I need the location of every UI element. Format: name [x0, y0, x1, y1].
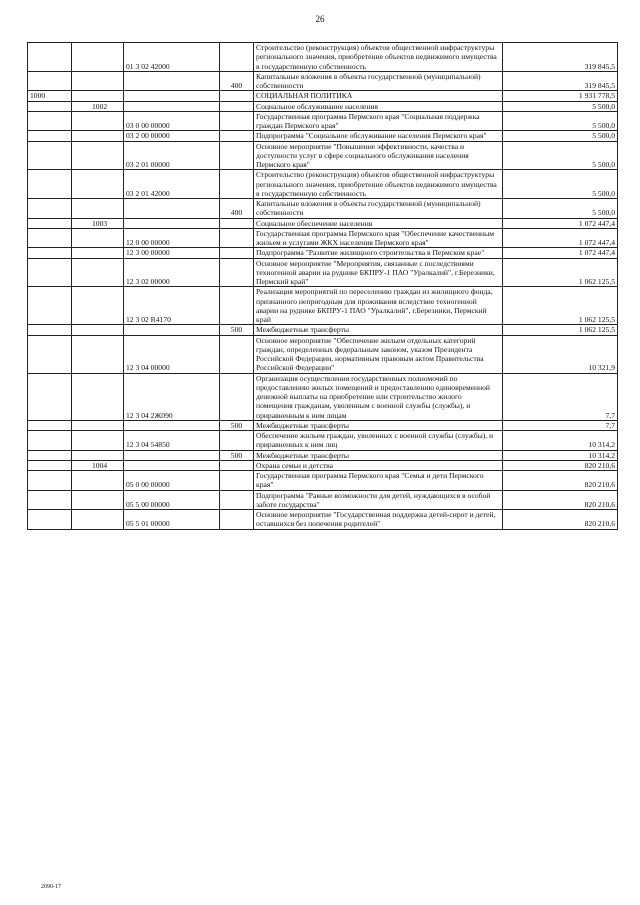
subsection-code-text	[74, 131, 92, 140]
amount-text: 820 210,6	[584, 499, 615, 509]
section-code-cell	[28, 325, 72, 335]
subsection-code-text	[74, 62, 92, 71]
item-name-cell	[254, 490, 503, 510]
expense-type-cell	[220, 471, 254, 491]
subsection-code-text	[74, 277, 92, 286]
subsection-code-text: 1004	[92, 460, 108, 470]
target-article-cell	[124, 335, 220, 373]
subsection-code-cell	[72, 141, 124, 170]
subsection-code-cell	[72, 510, 124, 530]
subsection-code-text	[74, 411, 92, 420]
target-article-cell	[124, 111, 220, 131]
subsection-code-text: 1002	[92, 101, 108, 111]
expense-type-cell	[220, 111, 254, 131]
subsection-code-cell	[72, 91, 124, 101]
expense-type-cell	[220, 450, 254, 460]
item-name-cell	[254, 335, 503, 373]
expense-type-cell	[220, 141, 254, 170]
item-name-cell	[254, 248, 503, 258]
item-name-text: Подпрограмма "Равные возможности для детей, нуждающихся в особой заботе государства"	[256, 490, 491, 509]
amount-text: 319 845,5	[584, 61, 615, 71]
amount-cell	[503, 218, 618, 228]
item-name-cell	[254, 228, 503, 248]
table-row	[28, 131, 618, 141]
subsection-code-text	[74, 160, 92, 169]
target-article-text: 03 2 00 00000	[126, 131, 170, 141]
amount-text: 10 321,9	[588, 363, 615, 373]
subsection-code-cell	[72, 335, 124, 373]
item-name-cell	[254, 510, 503, 530]
item-name-text: Основное мероприятие "Мероприятия, связанные с последствиями техногенной аварии на руднике БКПРУ-1 ПАО "Уралкалий", г.Березники, Пермский край"	[256, 258, 495, 286]
item-name-cell	[254, 199, 503, 219]
subsection-code-text	[74, 315, 92, 324]
item-name-text: Основное мероприятие "Государственная поддержка детей-сирот и детей, оставшихся без попечения родителей"	[256, 510, 496, 529]
subsection-code-cell	[72, 471, 124, 491]
amount-text: 820 210,6	[584, 480, 615, 490]
amount-cell	[503, 91, 618, 101]
item-name-text: Обеспечение жильем граждан, уволенных с военной службы (службы), и приравненных к ним лиц	[256, 431, 494, 450]
target-article-cell	[124, 431, 220, 451]
amount-cell	[503, 111, 618, 131]
amount-cell	[503, 228, 618, 248]
amount-cell	[503, 420, 618, 430]
item-name-text: Социальное обслуживание населения	[256, 101, 379, 111]
amount-cell	[503, 287, 618, 325]
subsection-code-text	[74, 363, 92, 372]
expense-type-cell	[220, 431, 254, 451]
subsection-code-cell	[72, 111, 124, 131]
item-name-cell	[254, 471, 503, 491]
expense-type-cell	[220, 420, 254, 430]
target-article-cell	[124, 460, 220, 470]
target-article-cell	[124, 91, 220, 101]
expense-type-text: 500	[230, 325, 243, 335]
target-article-text: 12 3 04 00000	[126, 363, 170, 373]
table-row	[28, 101, 618, 111]
item-name-cell	[254, 258, 503, 287]
section-code-cell	[28, 471, 72, 491]
target-article-text: 12 3 04 2Ж090	[126, 410, 173, 420]
section-code-cell	[28, 228, 72, 248]
subsection-code-text	[74, 519, 92, 528]
section-code-cell	[28, 258, 72, 287]
expense-type-cell	[220, 325, 254, 335]
section-code-cell	[28, 199, 72, 219]
subsection-code-text	[74, 121, 92, 130]
target-article-cell	[124, 228, 220, 248]
item-name-cell	[254, 170, 503, 199]
section-code-cell	[28, 460, 72, 470]
table-row	[28, 490, 618, 510]
subsection-code-cell	[72, 199, 124, 219]
footer-document-code: 2090-17	[41, 884, 61, 890]
target-article-text: 03 2 01 42000	[126, 188, 170, 198]
amount-text: 5 500,0	[592, 101, 615, 111]
section-code-cell	[28, 101, 72, 111]
budget-table-body	[28, 43, 618, 530]
expense-type-cell	[220, 91, 254, 101]
amount-cell	[503, 431, 618, 451]
expense-type-text: 500	[230, 420, 243, 430]
target-article-cell	[124, 471, 220, 491]
subsection-code-text	[74, 325, 92, 334]
expense-type-cell	[220, 199, 254, 219]
item-name-cell	[254, 111, 503, 131]
item-name-cell	[254, 460, 503, 470]
item-name-text: Организация осуществления государственных полномочий по предоставлению жилых помещений и предоставлению единовременной денежной выплаты на приобретение или строительство жилого помещения гражданам, уволенным с военной службы (службы), и приравненным к ним лицам	[256, 373, 490, 420]
table-row	[28, 431, 618, 451]
target-article-cell	[124, 199, 220, 219]
amount-text: 7,7	[605, 410, 615, 420]
item-name-cell	[254, 131, 503, 141]
subsection-code-cell	[72, 373, 124, 420]
subsection-code-cell	[72, 420, 124, 430]
table-row	[28, 141, 618, 170]
target-article-cell	[124, 490, 220, 510]
target-article-cell	[124, 420, 220, 430]
amount-cell	[503, 170, 618, 199]
table-row	[28, 111, 618, 131]
expense-type-cell	[220, 258, 254, 287]
target-article-text: 12 3 02 R4170	[126, 315, 171, 324]
amount-text: 5 500,0	[592, 160, 615, 169]
section-code-cell	[28, 141, 72, 170]
amount-text: 1 072 447,4	[578, 238, 615, 247]
amount-cell	[503, 131, 618, 141]
amount-text: 5 500,0	[592, 131, 615, 141]
target-article-text: 03 0 00 00000	[126, 121, 170, 130]
item-name-text: Строительство (реконструкция) объектов общественной инфраструктуры регионального значения, приобретение объектов недвижимого имущества в государственную собственность	[256, 170, 497, 198]
expense-type-cell	[220, 287, 254, 325]
table-row	[28, 510, 618, 530]
item-name-text: Реализация мероприятий по переселению граждан из жилищного фонда, признанного непригодным для проживания вследствие техногенной аварии на руднике БКПРУ-1 ПАО "Уралкалий", г.Березники, Пермский край	[256, 287, 493, 324]
target-article-cell	[124, 510, 220, 530]
item-name-text: Социальное обеспечение населения	[256, 218, 373, 228]
item-name-cell	[254, 218, 503, 228]
item-name-cell	[254, 450, 503, 460]
target-article-text: 12 0 00 00000	[126, 238, 170, 247]
item-name-text: Государственная программа Пермского края "Семья и дети Пермского края"	[256, 471, 484, 490]
expense-type-cell	[220, 335, 254, 373]
item-name-text: Государственная программа Пермского края "Социальная поддержка граждан Пермского края"	[256, 111, 480, 130]
expense-type-cell	[220, 218, 254, 228]
amount-text: 1 062 125,5	[578, 277, 615, 286]
item-name-cell	[254, 141, 503, 170]
expense-type-text: 400	[230, 208, 243, 218]
subsection-code-cell	[72, 71, 124, 91]
table-row	[28, 228, 618, 248]
subsection-code-text	[74, 238, 92, 247]
section-code-cell	[28, 218, 72, 228]
subsection-code-cell	[72, 131, 124, 141]
amount-text: 319 845,5	[584, 81, 615, 90]
amount-cell	[503, 101, 618, 111]
expense-type-cell	[220, 43, 254, 72]
subsection-code-cell	[72, 43, 124, 72]
section-code-cell	[28, 510, 72, 530]
item-name-text: Основное мероприятие "Обеспечение жильем отдельных категорий граждан, определенных федеральным законом, указом Президента Российской Федерации, нормативным правовым актом Правительства Российской Федерации"	[256, 335, 484, 373]
item-name-cell	[254, 420, 503, 430]
expense-type-cell	[220, 71, 254, 91]
target-article-cell	[124, 141, 220, 170]
amount-text: 10 314,2	[588, 440, 615, 450]
amount-text: 820 210,6	[584, 519, 615, 529]
expense-type-cell	[220, 248, 254, 258]
amount-text: 10 314,2	[588, 450, 615, 460]
amount-text: 5 500,0	[592, 188, 615, 198]
target-article-cell	[124, 218, 220, 228]
amount-text: 1 072 447,4	[578, 218, 615, 228]
table-row	[28, 199, 618, 219]
section-code-cell	[28, 131, 72, 141]
table-row	[28, 248, 618, 258]
section-code-cell	[28, 335, 72, 373]
amount-cell	[503, 248, 618, 258]
target-article-text: 05 0 00 00000	[126, 480, 170, 490]
subsection-code-cell	[72, 325, 124, 335]
target-article-cell	[124, 43, 220, 72]
target-article-cell	[124, 71, 220, 91]
target-article-cell	[124, 450, 220, 460]
table-row	[28, 170, 618, 199]
expense-type-text: 400	[230, 81, 243, 90]
subsection-code-text	[74, 91, 92, 100]
section-code-cell	[28, 490, 72, 510]
table-row	[28, 325, 618, 335]
subsection-code-cell	[72, 450, 124, 460]
amount-cell	[503, 510, 618, 530]
target-article-cell	[124, 101, 220, 111]
item-name-cell	[254, 43, 503, 72]
item-name-text: СОЦИАЛЬНАЯ ПОЛИТИКА	[256, 91, 353, 101]
subsection-code-text	[74, 421, 92, 430]
budget-table	[27, 42, 618, 530]
target-article-cell	[124, 131, 220, 141]
section-code-cell	[28, 450, 72, 460]
subsection-code-cell	[72, 228, 124, 248]
table-row	[28, 335, 618, 373]
table-row	[28, 218, 618, 228]
expense-type-text: 500	[230, 450, 243, 460]
subsection-code-cell	[72, 490, 124, 510]
amount-cell	[503, 71, 618, 91]
subsection-code-cell	[72, 460, 124, 470]
section-code-cell	[28, 248, 72, 258]
subsection-code-text	[74, 81, 92, 90]
target-article-cell	[124, 170, 220, 199]
expense-type-cell	[220, 228, 254, 248]
expense-type-cell	[220, 131, 254, 141]
expense-type-cell	[220, 373, 254, 420]
item-name-text: Охрана семьи и детства	[256, 460, 333, 470]
amount-cell	[503, 258, 618, 287]
table-row	[28, 460, 618, 470]
amount-text: 1 931 778,5	[578, 91, 615, 101]
amount-cell	[503, 471, 618, 491]
section-code-cell	[28, 111, 72, 131]
table-row	[28, 373, 618, 420]
table-row	[28, 258, 618, 287]
item-name-text: Подпрограмма "Развитие жилищного строительства в Пермском крае"	[256, 248, 485, 258]
expense-type-cell	[220, 101, 254, 111]
table-row	[28, 471, 618, 491]
subsection-code-cell	[72, 258, 124, 287]
amount-text: 1 062 125,5	[578, 325, 615, 335]
target-article-cell	[124, 287, 220, 325]
amount-cell	[503, 460, 618, 470]
subsection-code-cell	[72, 431, 124, 451]
amount-cell	[503, 43, 618, 72]
subsection-code-text	[74, 451, 92, 460]
subsection-code-cell	[72, 218, 124, 228]
amount-cell	[503, 373, 618, 420]
amount-cell	[503, 141, 618, 170]
section-code-cell	[28, 170, 72, 199]
section-code-cell	[28, 287, 72, 325]
subsection-code-text	[74, 248, 92, 257]
target-article-text: 05 5 01 00000	[126, 519, 170, 529]
table-row	[28, 450, 618, 460]
table-row	[28, 287, 618, 325]
amount-cell	[503, 490, 618, 510]
subsection-code-text: 1003	[92, 218, 108, 228]
item-name-text: Основное мероприятие "Повышение эффективности, качества и доступности услуг в сфере социального обслуживания населения Пермского края"	[256, 141, 469, 169]
section-code-cell	[28, 43, 72, 72]
item-name-cell	[254, 325, 503, 335]
item-name-text: Государственная программа Пермского края "Обеспечение качественным жильем и услугами ЖКХ населения Пермского края"	[256, 228, 495, 247]
expense-type-cell	[220, 510, 254, 530]
item-name-text: Строительство (реконструкция) объектов общественной инфраструктуры регионального значения, приобретение объектов недвижимого имущества в государственную собственность	[256, 43, 497, 71]
target-article-text: 12 3 02 00000	[126, 277, 170, 286]
table-row	[28, 71, 618, 91]
item-name-text: Межбюджетные трансферты	[256, 450, 349, 460]
item-name-text: Межбюджетные трансферты	[256, 420, 349, 430]
amount-cell	[503, 335, 618, 373]
subsection-code-text	[74, 440, 92, 449]
item-name-text: Капитальные вложения в объекты государственной (муниципальной) собственности	[256, 71, 481, 90]
section-code-cell	[28, 420, 72, 430]
subsection-code-text	[74, 208, 92, 217]
amount-text: 1 072 447,4	[578, 248, 615, 258]
item-name-cell	[254, 101, 503, 111]
section-code-cell	[28, 373, 72, 420]
amount-cell	[503, 325, 618, 335]
expense-type-cell	[220, 460, 254, 470]
target-article-cell	[124, 325, 220, 335]
amount-cell	[503, 199, 618, 219]
amount-text: 820 210,6	[584, 460, 615, 470]
target-article-text: 01 3 02 42000	[126, 61, 170, 71]
subsection-code-cell	[72, 248, 124, 258]
section-code-text: 1000	[30, 91, 46, 101]
page-number: 26	[315, 14, 325, 24]
item-name-text: Межбюджетные трансферты	[256, 325, 349, 335]
item-name-cell	[254, 431, 503, 451]
subsection-code-cell	[72, 101, 124, 111]
item-name-text: Капитальные вложения в объекты государственной (муниципальной) собственности	[256, 199, 481, 218]
target-article-cell	[124, 258, 220, 287]
table-row	[28, 91, 618, 101]
section-code-cell	[28, 91, 72, 101]
amount-text: 7,7	[605, 420, 615, 430]
item-name-cell	[254, 71, 503, 91]
subsection-code-cell	[72, 287, 124, 325]
table-row	[28, 420, 618, 430]
item-name-cell	[254, 287, 503, 325]
target-article-text: 03 2 01 00000	[126, 160, 170, 169]
item-name-text: Подпрограмма "Социальное обслуживание населения Пермского края"	[256, 131, 487, 141]
target-article-text: 12 3 04 54850	[126, 440, 170, 450]
subsection-code-text	[74, 189, 92, 198]
amount-text: 5 500,0	[592, 121, 615, 130]
expense-type-cell	[220, 170, 254, 199]
subsection-code-cell	[72, 170, 124, 199]
subsection-code-text	[74, 480, 92, 489]
item-name-cell	[254, 91, 503, 101]
section-code-cell	[28, 431, 72, 451]
target-article-text: 12 3 00 00000	[126, 248, 170, 258]
table-row	[28, 43, 618, 72]
amount-cell	[503, 450, 618, 460]
section-code-cell	[28, 71, 72, 91]
subsection-code-text	[74, 500, 92, 509]
target-article-cell	[124, 248, 220, 258]
item-name-cell	[254, 373, 503, 420]
target-article-cell	[124, 373, 220, 420]
expense-type-cell	[220, 490, 254, 510]
target-article-text: 05 5 00 00000	[126, 499, 170, 509]
amount-text: 1 062 125,5	[578, 315, 615, 324]
amount-text: 5 500,0	[592, 208, 615, 218]
